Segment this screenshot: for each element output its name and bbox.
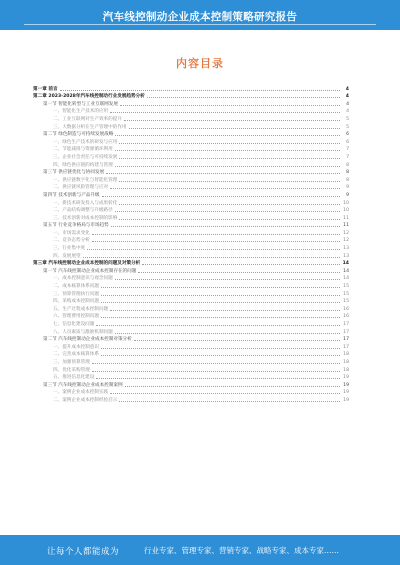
toc-entry-text: 八、人员素质与激励机制问题: [53, 329, 113, 335]
toc-entry-text: 第二节 汽车线控制动企业成本控制对策分析: [43, 337, 132, 343]
toc-page-number: 6: [346, 139, 349, 145]
toc-page-number: 5: [346, 124, 349, 130]
toc-entry-text: 二、供应链风险管理与应对: [53, 185, 109, 191]
toc-entry-text: 二、案例企业成本控制经验启示: [53, 397, 118, 403]
toc-section[interactable]: [33, 221, 349, 229]
toc-entry-text: 第四节 技术创新与产品升级: [43, 192, 100, 198]
toc-entry-text: 二、成本核算体系问题: [53, 284, 99, 290]
toc-leader-dots: [96, 325, 340, 326]
toc-page-number: 19: [343, 382, 349, 388]
toc-page-number: 10: [343, 200, 349, 206]
toc-subsection[interactable]: [33, 243, 349, 251]
footer-tagline: 行业专家、管理专家、营销专家、战略专家、成本专家……: [144, 546, 339, 555]
toc-subsection[interactable]: [33, 160, 349, 168]
toc-subsection[interactable]: [33, 183, 349, 191]
toc-subsection[interactable]: [33, 312, 349, 320]
toc-leader-dots: [101, 355, 340, 356]
toc-leader-dots: [120, 105, 340, 106]
toc-leader-dots: [115, 150, 340, 151]
toc-entry-text: 一、案例企业成本控制实践: [53, 390, 109, 396]
toc-entry-text: 四、发展展望: [53, 253, 81, 259]
toc-leader-dots: [115, 333, 340, 334]
toc-subsection[interactable]: [33, 350, 349, 358]
toc-leader-dots: [101, 348, 340, 349]
toc-subsection[interactable]: [33, 175, 349, 183]
toc-entry-text: 四、绿色供应链的构建与管理: [53, 162, 113, 168]
toc-leader-dots: [115, 166, 340, 167]
toc-leader-dots: [101, 302, 340, 303]
toc-page-number: 8: [346, 162, 349, 168]
toc-page-number: 15: [343, 284, 349, 290]
toc-leader-dots: [129, 128, 340, 129]
toc-page-number: 19: [343, 375, 349, 381]
toc-leader-dots: [119, 181, 340, 182]
toc-leader-dots: [125, 386, 340, 387]
toc-leader-dots: [92, 371, 340, 372]
toc-leader-dots: [110, 393, 340, 394]
toc-subsection[interactable]: [33, 198, 349, 206]
toc-subsection[interactable]: [33, 206, 349, 214]
toc-subsection[interactable]: [33, 395, 349, 403]
toc-leader-dots: [115, 211, 340, 212]
toc-page-number: 15: [343, 299, 349, 305]
toc-subsection[interactable]: [33, 228, 349, 236]
page-header: [0, 0, 400, 30]
toc-entry-text: 五、推进信息化建设: [53, 375, 95, 381]
toc-page-number: 7: [346, 154, 349, 160]
toc-entry-text: 一、智能化生产技术的应用: [53, 109, 109, 115]
toc-entry-text: 一、市场需求变化: [53, 230, 90, 236]
toc-page-number: 7: [346, 147, 349, 153]
toc-entry-text: 四、优化采购管理: [53, 367, 90, 373]
toc-entry-text: 一、成本控制意识与观念问题: [53, 276, 113, 282]
toc-page-number: 11: [343, 223, 349, 229]
toc-page-number: 8: [346, 177, 349, 183]
toc-page-number: 12: [343, 230, 349, 236]
toc-page-number: 14: [342, 261, 349, 267]
toc-entry-text: 第三节 供应链优化与协同发展: [43, 170, 105, 176]
toc-page-number: 17: [343, 344, 349, 350]
toc-page-number: 8: [346, 170, 349, 176]
toc-page-number: 4: [345, 86, 349, 92]
toc-page-number: 14: [343, 276, 349, 282]
toc-leader-dots: [92, 363, 340, 364]
toc-page-number: 9: [346, 185, 349, 191]
toc-section[interactable]: [33, 380, 349, 388]
toc-entry-text: 三、预算管理执行问题: [53, 291, 99, 297]
toc-leader-dots: [115, 135, 340, 136]
toc-section[interactable]: [33, 130, 349, 138]
toc-leader-dots: [101, 287, 340, 288]
toc-entry-text: 一、绿色生产技术的研发与应用: [53, 139, 118, 145]
toc-leader-dots: [101, 295, 340, 296]
toc-leader-dots: [124, 120, 340, 121]
toc-subsection[interactable]: [33, 236, 349, 244]
toc-subsection[interactable]: [33, 289, 349, 297]
toc-entry-text: 第一节 智能化转型与工业互联网发展: [43, 101, 118, 107]
toc-leader-dots: [119, 204, 340, 205]
toc-page-number: 13: [343, 253, 349, 259]
toc-entry-text: 第三节 汽车线控制动企业成本控制案例: [43, 382, 123, 388]
toc-leader-dots: [110, 112, 340, 113]
toc-entry-text: 二、产品结构调整与升级路径: [53, 208, 113, 214]
toc-entry-text: 二、工业互联网对生产效率的提升: [53, 116, 122, 122]
toc-page-number: 4: [346, 109, 349, 115]
toc-entry-text: 一、新技术研发投入与成果转化: [53, 200, 118, 206]
toc-leader-dots: [111, 226, 340, 227]
toc-page-number: 17: [343, 337, 349, 343]
toc-subsection[interactable]: [33, 213, 349, 221]
toc-subsection[interactable]: [33, 152, 349, 160]
toc-chapter[interactable]: [33, 92, 349, 100]
toc-subsection[interactable]: [33, 297, 349, 305]
toc-subsection[interactable]: [33, 365, 349, 373]
toc-page-number: 18: [343, 352, 349, 358]
toc-subsection[interactable]: [33, 342, 349, 350]
toc-entry-text: 第二节 绿色制造与可持续发展战略: [43, 132, 114, 138]
footer-slogan: 让每个人都能成为: [47, 547, 120, 557]
toc-subsection[interactable]: [33, 357, 349, 365]
toc-page-number: 18: [343, 367, 349, 373]
toc-subsection[interactable]: [33, 145, 349, 153]
toc-subsection[interactable]: [33, 373, 349, 381]
toc-page-number: 19: [343, 390, 349, 396]
toc-subsection[interactable]: [33, 281, 349, 289]
toc-subsection[interactable]: [33, 274, 349, 282]
report-title: 汽车线控制动企业成本控制策略研究报告: [102, 11, 298, 23]
toc-leader-dots: [142, 264, 340, 265]
toc-entry-text: 三、企业社会责任与可持续发展: [53, 154, 118, 160]
toc-page-number: 17: [343, 322, 349, 327]
toc-section[interactable]: [33, 99, 349, 107]
toc-entry-text: 五、生产过程成本控制问题: [53, 306, 109, 312]
toc-page-number: 17: [343, 329, 349, 335]
toc-page-number: 16: [343, 306, 349, 312]
toc-leader-dots: [83, 257, 340, 258]
toc-section[interactable]: [33, 168, 349, 176]
toc-page-number: 9: [346, 192, 349, 198]
toc-subsection[interactable]: [33, 107, 349, 115]
toc-page-number: 10: [343, 208, 349, 214]
toc-leader-dots: [110, 310, 340, 311]
toc-leader-dots: [138, 272, 340, 273]
toc-subsection[interactable]: [33, 122, 349, 130]
toc-entry-text: 七、信息化建设问题: [53, 322, 95, 327]
toc-leader-dots: [119, 143, 340, 144]
toc-page-number: 11: [343, 215, 349, 221]
toc-leader-dots: [147, 97, 340, 98]
toc-entry-text: 六、管理费用控制问题: [53, 314, 99, 320]
toc-entry-text: 一、提升成本控制意识: [53, 344, 99, 350]
toc-subsection[interactable]: [33, 327, 349, 335]
toc-page-number: 16: [343, 314, 349, 320]
toc-entry-text: 三、加强预算管理: [53, 359, 90, 365]
toc-entry-text: 第一章 前言: [33, 86, 58, 92]
toc-leader-dots: [96, 378, 340, 379]
toc-entry-text: 三、行业集中度: [53, 246, 86, 252]
toc-subsection[interactable]: [33, 251, 349, 259]
toc-page-number: 4: [345, 94, 349, 100]
toc-leader-dots: [119, 219, 340, 220]
toc-page-number: 6: [346, 132, 349, 138]
toc-entry-text: 三、大数据分析在生产管理中的作用: [53, 124, 127, 130]
toc-leader-dots: [119, 158, 340, 159]
toc-page-number: 18: [343, 359, 349, 365]
toc-entry-text: 二、节能减排与资源循环利用: [53, 147, 113, 153]
toc-leader-dots: [110, 188, 340, 189]
toc-subsection[interactable]: [33, 388, 349, 396]
toc-leader-dots: [106, 173, 340, 174]
toc-section[interactable]: [33, 190, 349, 198]
toc-chapter[interactable]: [33, 84, 349, 92]
toc-leader-dots: [87, 249, 340, 250]
toc-entry-text: 二、完善成本核算体系: [53, 352, 99, 358]
toc-page-number: 19: [343, 397, 349, 403]
toc-leader-dots: [92, 234, 340, 235]
toc-subsection[interactable]: [33, 114, 349, 122]
toc-leader-dots: [92, 241, 340, 242]
toc-entry-text: 四、采购成本控制问题: [53, 299, 99, 305]
toc-page-number: 12: [343, 238, 349, 244]
toc-entry-text: 第二章 2023-2028年汽车线控制动行业发展趋势分析: [33, 94, 145, 100]
toc-page-number: 14: [343, 268, 349, 274]
toc-entry-text: 二、竞争态势分析: [53, 238, 90, 244]
toc-entry-text: 第一节 汽车线控制动企业成本控制存在的问题: [43, 268, 137, 274]
toc-entry-text: 第五节 行业竞争格局与市场趋势: [43, 223, 109, 229]
toc-section[interactable]: [33, 266, 349, 274]
toc-page-number: 4: [346, 101, 349, 107]
page-footer: [0, 535, 400, 565]
toc-leader-dots: [102, 196, 340, 197]
header-divider: [24, 24, 376, 25]
toc-subsection[interactable]: [33, 304, 349, 312]
toc-leader-dots: [119, 401, 340, 402]
toc-entry-text: 一、供应链数字化与智能化管理: [53, 177, 118, 183]
toc-leader-dots: [60, 90, 340, 91]
toc-subsection[interactable]: [33, 319, 349, 327]
toc-entry-text: 第三章 汽车线控制动企业成本控制的问题及对策分析: [33, 261, 141, 267]
toc-page-number: 13: [343, 246, 349, 252]
toc-entry-text: 三、技术创新对成本控制的影响: [53, 215, 118, 221]
toc-page-number: 5: [346, 116, 349, 122]
toc-heading: 内容目录: [176, 57, 224, 70]
toc-section[interactable]: [33, 335, 349, 343]
toc-leader-dots: [115, 279, 340, 280]
table-of-contents: [33, 84, 349, 403]
toc-leader-dots: [101, 317, 340, 318]
toc-leader-dots: [134, 340, 340, 341]
toc-subsection[interactable]: [33, 137, 349, 145]
toc-chapter[interactable]: [33, 259, 349, 267]
toc-page-number: 15: [343, 291, 349, 297]
